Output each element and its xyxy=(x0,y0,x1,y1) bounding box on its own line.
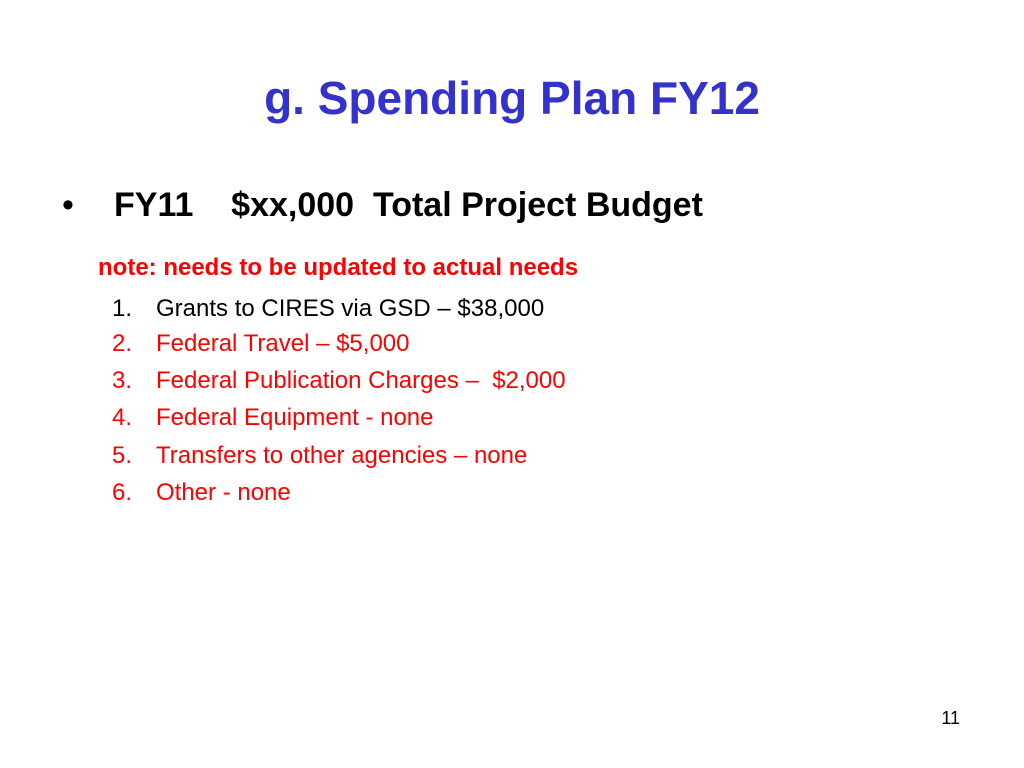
list-item-text: Transfers to other agencies – none xyxy=(156,442,528,469)
list-item xyxy=(112,401,434,435)
list-item-number: 2. xyxy=(112,330,133,357)
page-number: 11 xyxy=(941,708,960,728)
list-item xyxy=(112,364,566,398)
list-item-text: Federal Equipment - none xyxy=(156,404,434,431)
list-item-number: 5. xyxy=(112,442,133,469)
list-item-text: Federal Publication Charges – $2,000 xyxy=(156,367,566,394)
list-item xyxy=(112,327,410,361)
list-item-text: Grants to CIRES via GSD – $38,000 xyxy=(156,295,545,322)
update-note: note: needs to be updated to actual needs xyxy=(98,254,579,281)
list-item-number: 6. xyxy=(112,479,133,506)
bullet-icon: • xyxy=(62,186,74,224)
budget-bullet-text: FY11 $xx,000 Total Project Budget xyxy=(114,186,703,224)
list-item-number: 1. xyxy=(112,295,133,322)
slide-title: g. Spending Plan FY12 xyxy=(264,72,760,124)
list-item xyxy=(112,292,545,326)
list-item-text: Federal Travel – $5,000 xyxy=(156,330,410,357)
list-item xyxy=(112,476,291,510)
list-item-number: 4. xyxy=(112,404,133,431)
budget-bullet xyxy=(62,181,703,229)
list-item-text: Other - none xyxy=(156,479,291,506)
list-item xyxy=(112,439,528,473)
list-item-number: 3. xyxy=(112,367,133,394)
